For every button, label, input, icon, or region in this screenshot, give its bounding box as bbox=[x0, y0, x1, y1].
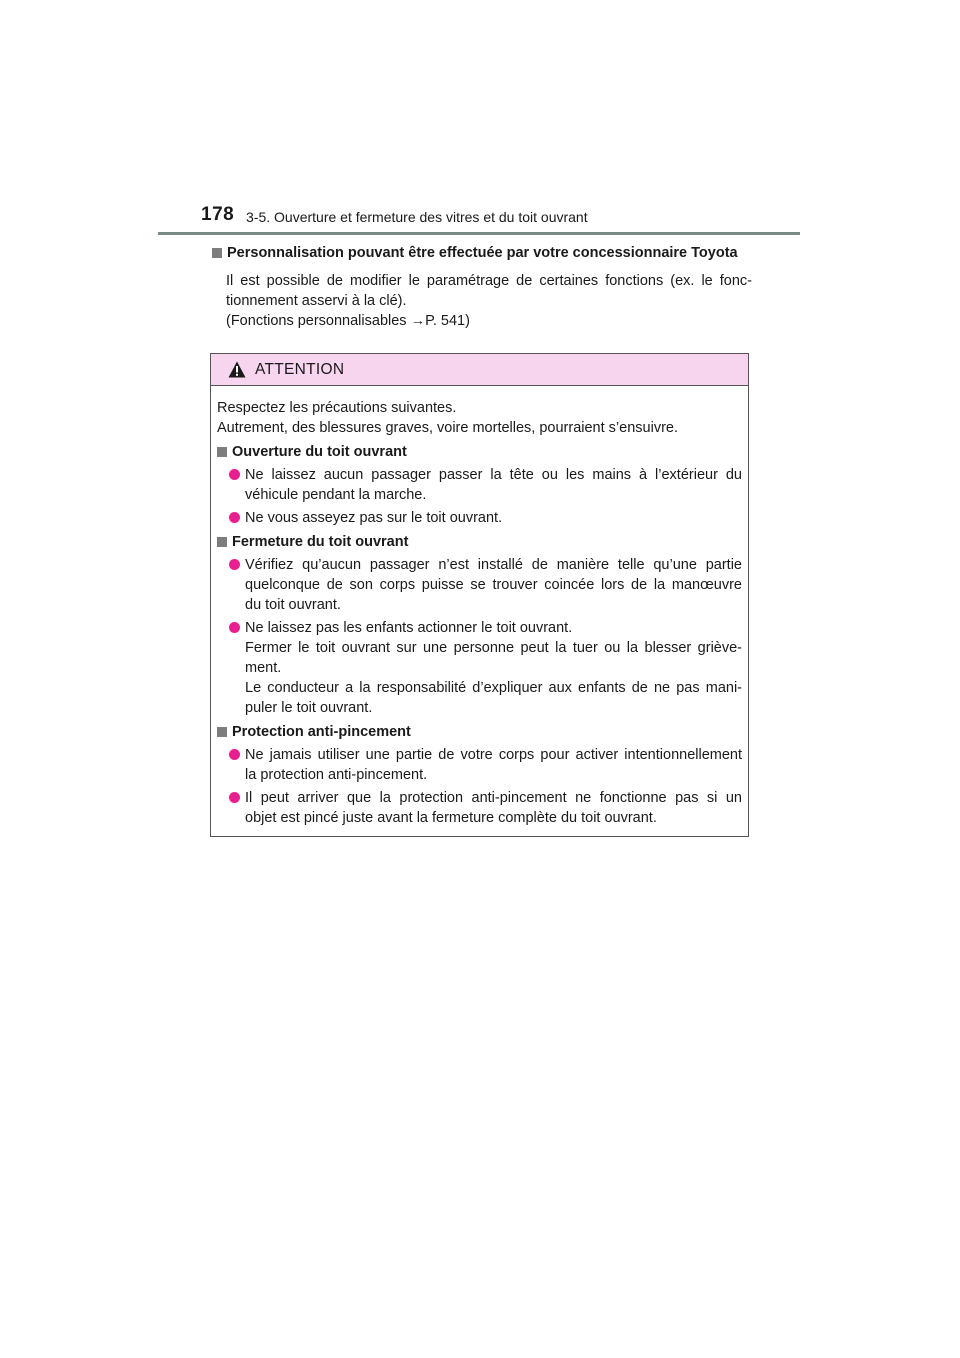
bullet-item bbox=[217, 508, 742, 528]
bullet-line: Ne jamais utiliser une partie de votre corps pour activer intentionnellement bbox=[245, 747, 742, 763]
warning-intro-line: Autrement, des blessures graves, voire mortelles, pourraient s’ensuivre. bbox=[217, 420, 678, 436]
bullet-item bbox=[217, 555, 742, 615]
section-heading-text: Ouverture du toit ouvrant bbox=[232, 444, 407, 460]
bullet-dot-icon bbox=[229, 622, 240, 633]
bullet-item bbox=[217, 788, 742, 828]
section-heading-text: Protection anti-pincement bbox=[232, 724, 411, 740]
warning-header bbox=[211, 354, 748, 386]
warning-box bbox=[210, 353, 749, 837]
customization-heading bbox=[212, 243, 752, 263]
section-heading-closing bbox=[217, 532, 742, 552]
warning-title: ATTENTION bbox=[255, 361, 345, 378]
bullet-dot-icon bbox=[229, 792, 240, 803]
warning-intro-line: Respectez les précautions suivantes. bbox=[217, 400, 457, 416]
bullet-text bbox=[245, 788, 742, 828]
bullet-line: Il peut arriver que la protection anti-pincement ne fonctionne pas si un bbox=[245, 790, 742, 806]
bullet-item bbox=[217, 745, 742, 785]
bullet-line: Fermer le toit ouvrant sur une personne peut la tuer ou la blesser griève- bbox=[245, 640, 742, 656]
bullet-item bbox=[217, 618, 742, 718]
warning-intro bbox=[217, 398, 742, 438]
customization-heading-text: Personnalisation pouvant être effectuée par votre concessionnaire Toyota bbox=[227, 245, 738, 261]
bullet-line: puler le toit ouvrant. bbox=[245, 700, 373, 716]
section-heading-anti-pinch bbox=[217, 722, 742, 742]
bullet-item bbox=[217, 465, 742, 505]
square-marker-icon bbox=[212, 248, 222, 258]
bullet-line: Ne laissez pas les enfants actionner le toit ouvrant. bbox=[245, 620, 573, 636]
bullet-dot-icon bbox=[229, 749, 240, 760]
bullet-line: Ne laissez aucun passager passer la tête ou les mains à l’extérieur du bbox=[245, 467, 742, 483]
bullet-line: Le conducteur a la responsabilité d’expliquer aux enfants de ne pas mani- bbox=[245, 680, 742, 696]
bullet-line: la protection anti-pincement. bbox=[245, 767, 428, 783]
bullet-text bbox=[245, 555, 742, 615]
section-heading-opening bbox=[217, 442, 742, 462]
bullet-line: du toit ouvrant. bbox=[245, 597, 341, 613]
bullet-line: quelconque de son corps puisse se trouver coincée lors de la manœuvre bbox=[245, 577, 742, 593]
bullet-line: véhicule pendant la marche. bbox=[245, 487, 427, 503]
section-title: 3-5. Ouverture et fermeture des vitres et du toit ouvrant bbox=[246, 209, 588, 225]
body-line: Il est possible de modifier le paramétrage de certaines fonctions (ex. le fonc- bbox=[226, 273, 752, 289]
bullet-text bbox=[245, 618, 742, 718]
bullet-line: objet est pincé juste avant la fermeture complète du toit ouvrant. bbox=[245, 810, 657, 826]
page-number: 178 bbox=[201, 204, 235, 225]
warning-body bbox=[211, 386, 748, 828]
bullet-line: ment. bbox=[245, 660, 282, 676]
customization-note bbox=[212, 243, 752, 331]
customization-body bbox=[226, 271, 752, 331]
warning-triangle-icon bbox=[228, 361, 246, 378]
header-divider bbox=[158, 232, 800, 235]
body-line: tionnement asservi à la clé). bbox=[226, 293, 407, 309]
bullet-text bbox=[245, 508, 742, 528]
bullet-text bbox=[245, 745, 742, 785]
section-heading-text: Fermeture du toit ouvrant bbox=[232, 534, 409, 550]
body-line: (Fonctions personnalisables →P. 541) bbox=[226, 313, 470, 329]
square-marker-icon bbox=[217, 537, 227, 547]
square-marker-icon bbox=[217, 447, 227, 457]
bullet-dot-icon bbox=[229, 559, 240, 570]
bullet-line: Vérifiez qu’aucun passager n’est installé de manière telle qu’une partie bbox=[245, 557, 742, 573]
page-header bbox=[0, 0, 960, 240]
bullet-line: Ne vous asseyez pas sur le toit ouvrant. bbox=[245, 510, 503, 526]
bullet-dot-icon bbox=[229, 469, 240, 480]
bullet-dot-icon bbox=[229, 512, 240, 523]
square-marker-icon bbox=[217, 727, 227, 737]
bullet-text bbox=[245, 465, 742, 505]
